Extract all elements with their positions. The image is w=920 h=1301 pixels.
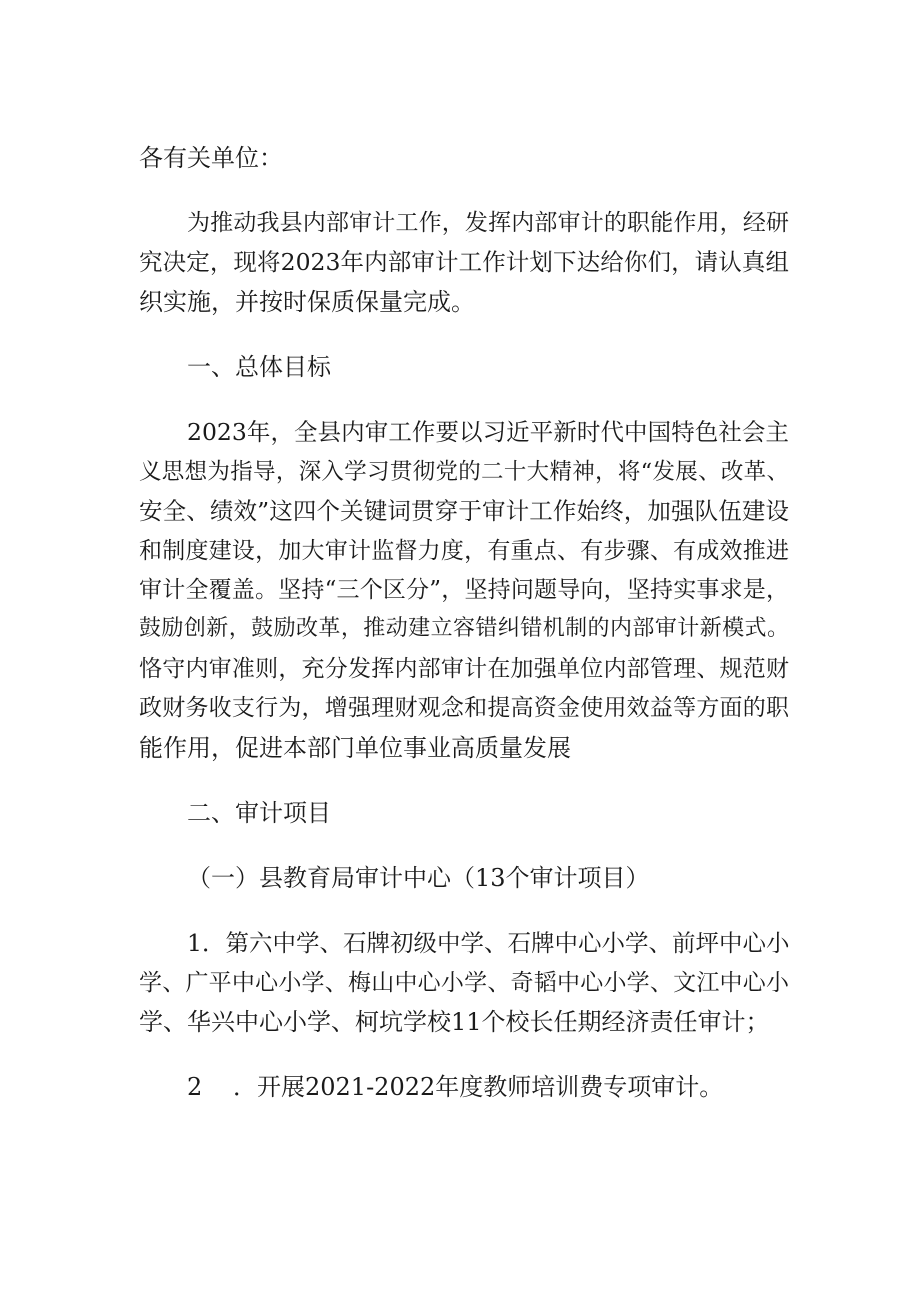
salutation: 各有关单位： bbox=[139, 144, 283, 172]
project-item-line: 1．第六中学、石牌初级中学、石牌中心小学、前坪中心小 bbox=[187, 929, 790, 957]
project-item-line: ．开展2021-2022年度教师培训费专项审计。 bbox=[233, 1073, 724, 1101]
intro-line: 为推动我县内部审计工作，发挥内部审计的职能作用，经研 bbox=[187, 210, 789, 236]
goals-line: 政财务收支行为，增强理财观念和提高资金使用效益等方面的职 bbox=[139, 695, 789, 721]
subsection-heading-education: （一）县教育局审计中心（13个审计项目） bbox=[187, 864, 650, 892]
goals-line: 审计全覆盖。坚持“三个区分”，坚持问题导向，坚持实事求是， bbox=[139, 577, 789, 603]
section-heading-projects: 二、审计项目 bbox=[187, 799, 331, 827]
goals-line: 和制度建设，加大审计监督力度，有重点、有步骤、有成效推进 bbox=[139, 538, 789, 564]
goals-line: 2023年，全县内审工作要以习近平新时代中国特色社会主 bbox=[187, 418, 789, 446]
project-item-number: 2 bbox=[187, 1073, 203, 1101]
intro-line: 究决定，现将2023年内部审计工作计划下达给你们，请认真组 bbox=[139, 248, 789, 276]
project-item-line: 学、广平中心小学、梅山中心小学、奇韬中心小学、文江中心小 bbox=[139, 970, 789, 996]
section-heading-goals: 一、总体目标 bbox=[187, 353, 331, 381]
intro-line: 织实施，并按时保质保量完成。 bbox=[139, 288, 475, 316]
goals-line: 安全、绩效”这四个关键词贯穿于审计工作始终，加强队伍建设 bbox=[139, 497, 789, 525]
goals-line: 能作用，促进本部门单位事业高质量发展 bbox=[139, 734, 571, 762]
goals-line: 恪守内审准则，充分发挥内部审计在加强单位内部管理、规范财 bbox=[139, 656, 789, 682]
goals-line: 鼓励创新，鼓励改革，推动建立容错纠错机制的内部审计新模式。 bbox=[139, 616, 789, 641]
goals-line: 义思想为指导，深入学习贯彻党的二十大精神，将“发展、改革、 bbox=[139, 459, 789, 485]
project-item-line: 学、华兴中心小学、柯坑学校11个校长任期经济责任审计； bbox=[139, 1008, 770, 1036]
